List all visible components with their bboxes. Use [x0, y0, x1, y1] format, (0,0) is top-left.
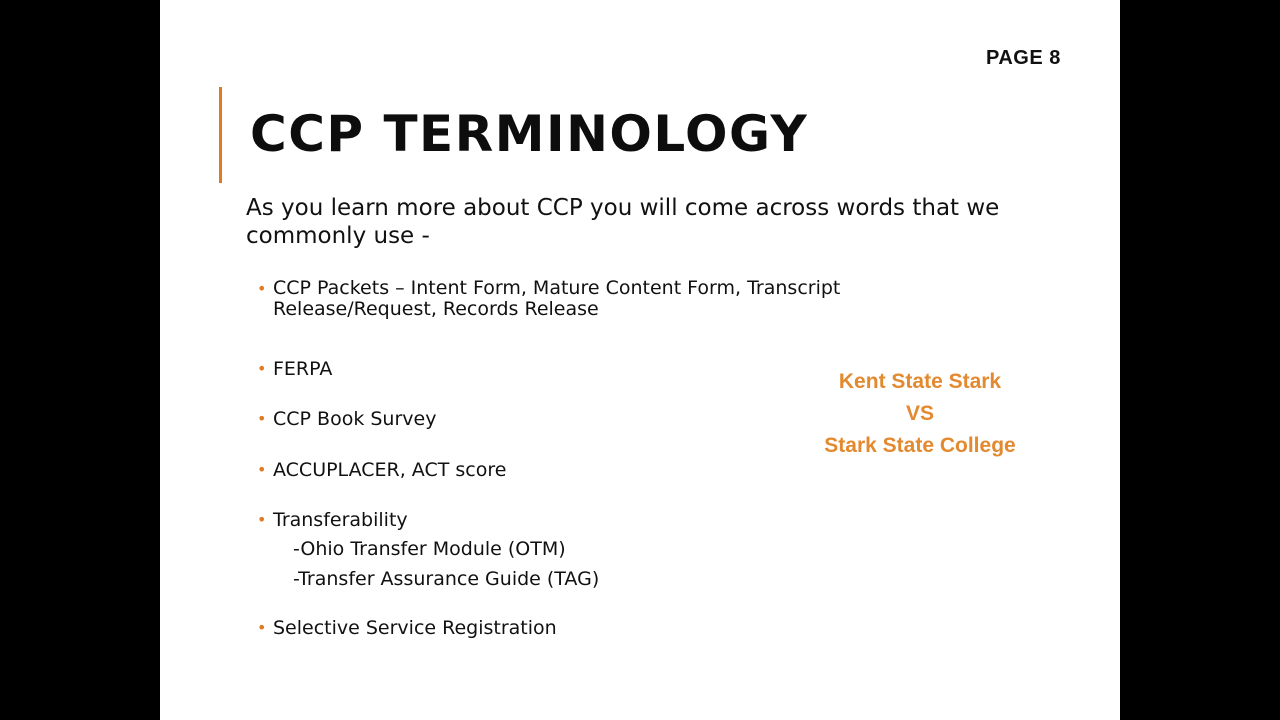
bullet-icon: • [257, 510, 267, 529]
slide [160, 0, 1120, 720]
page-number: PAGE 8 [986, 47, 1061, 69]
bullet-text: CCP Packets – Intent Form, Mature Content Form, Transcript Release/Request, Records Release [273, 277, 841, 320]
bullet-text: CCP Book Survey [273, 408, 437, 430]
intro-text: As you learn more about CCP you will come across words that we commonly use - [246, 195, 1000, 249]
bullet-icon: • [257, 359, 267, 378]
callout-line-stark-state: Stark State College [824, 434, 1016, 457]
bullet-text: Selective Service Registration [273, 617, 557, 639]
callout-line-vs: VS [905, 402, 934, 425]
title-accent-bar [219, 87, 222, 183]
comparison-callout [800, 366, 1040, 462]
bullet-icon: • [257, 279, 267, 298]
letterbox-right [1120, 0, 1280, 720]
bullet-text: ACCUPLACER, ACT score [273, 459, 507, 481]
sub-item-otm: -Ohio Transfer Module (OTM) [293, 538, 566, 560]
letterbox-left [0, 0, 160, 720]
bullet-text: FERPA [273, 358, 333, 380]
slide-title: CCP TERMINOLOGY [250, 105, 809, 163]
bullet-text: Transferability [273, 509, 408, 531]
sub-item-tag: -Transfer Assurance Guide (TAG) [293, 568, 600, 590]
bullet-icon: • [257, 460, 267, 479]
bullet-icon: • [257, 618, 267, 637]
callout-line-kent-state: Kent State Stark [838, 370, 1002, 393]
bullet-icon: • [257, 409, 267, 428]
